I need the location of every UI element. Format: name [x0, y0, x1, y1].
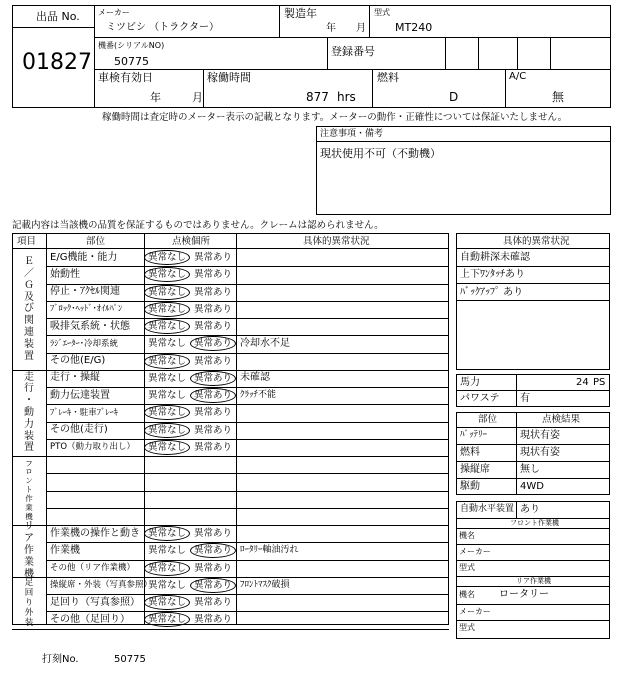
- hours-note: 稼働時間は査定時のメーター表示の記載となります。メーターの動作・正確性については保証いたしません。: [102, 112, 568, 123]
- fuel-label: 燃料: [377, 71, 399, 84]
- check-normal: 異常なし: [148, 252, 187, 263]
- col-item: 項目: [17, 236, 37, 247]
- part-label: 作業機: [50, 544, 80, 556]
- result-header: 点検結果: [542, 414, 581, 425]
- group-label: 走 行 ・ 動 力 装 置: [24, 371, 34, 454]
- part-label: E/G機能・能力: [50, 251, 118, 263]
- check-normal: 異常なし: [148, 579, 187, 591]
- check-result-drive: 4WD: [520, 481, 544, 492]
- group-label: リ ア 作 業 機: [24, 521, 34, 580]
- auto-level-label: 自動水平装置: [460, 504, 515, 514]
- check-abnormal: 異常あり: [194, 338, 233, 350]
- group-label: 足 回 り 外 装: [24, 577, 34, 628]
- abnormal-detail: 未確認: [240, 372, 270, 384]
- lot-number: 01827: [22, 50, 92, 75]
- part-label: 走行・操縦: [50, 372, 100, 384]
- check-circle: [144, 612, 190, 627]
- detail-line-2: 上下ﾜﾝﾀｯﾁあり: [460, 269, 525, 280]
- part-label: その他(E/G): [50, 355, 106, 366]
- part-label: 停止・ｱｸｾﾙ関連: [50, 286, 120, 297]
- part-label: 始動性: [50, 268, 80, 280]
- check-abnormal: 異常あり: [194, 303, 233, 315]
- check-part-seat: 操縦席: [460, 464, 490, 475]
- check-circle: [144, 526, 190, 541]
- part-label: その他（リア作業機）: [50, 563, 136, 573]
- part-label: ﾌﾞﾛｯｸ･ﾍｯﾄﾞ･ｵｲﾙﾊﾟﾝ: [50, 304, 123, 315]
- check-circle: [144, 250, 190, 265]
- stamp-label: 打刻No.: [42, 654, 79, 665]
- check-abnormal: 異常あり: [194, 321, 233, 332]
- power-unit: PS: [593, 377, 606, 388]
- group-label: フ ロ ン ト 作 業 機: [25, 458, 33, 521]
- ac-value: 無: [552, 90, 565, 104]
- check-abnormal: 異常あり: [194, 579, 233, 591]
- check-normal: 異常なし: [148, 269, 187, 281]
- lot-label: 出品 No.: [36, 10, 80, 23]
- inspection-year-unit: 年: [150, 91, 161, 104]
- check-circle: [190, 371, 236, 386]
- year-label: 製造年: [284, 7, 317, 20]
- col-detail: 具体的異常状況: [303, 236, 370, 247]
- check-circle: [144, 354, 190, 369]
- check-result-battery: 現状有姿: [520, 430, 560, 441]
- rear-model-label: 型式: [459, 623, 475, 632]
- maker-value: ミツビシ （トラクター）: [106, 22, 219, 33]
- check-circle: [190, 578, 236, 593]
- col-check: 点検個所: [172, 236, 211, 247]
- check-abnormal: 異常あり: [194, 424, 233, 436]
- check-normal: 異常なし: [148, 562, 187, 574]
- rear-maker-label: メーカー: [459, 607, 491, 616]
- check-normal: 異常なし: [148, 407, 187, 419]
- check-circle: [144, 440, 190, 455]
- inspection-month-unit: 月: [192, 91, 203, 104]
- part-label: 動力伝達装置: [50, 389, 110, 401]
- abnormal-detail: 冷却水不足: [240, 337, 290, 349]
- check-abnormal: 異常あり: [194, 545, 233, 557]
- check-circle: [190, 388, 236, 403]
- registration-label: 登録番号: [331, 45, 375, 58]
- check-abnormal: 異常あり: [194, 355, 233, 367]
- hours-label: 稼働時間: [207, 71, 251, 84]
- col-part: 部位: [86, 236, 106, 247]
- check-normal: 異常なし: [148, 441, 187, 453]
- front-maker-label: メーカー: [459, 547, 491, 556]
- detail-line-3: ﾊﾞｯｸｱｯﾌﾟ あり: [460, 287, 524, 298]
- rear-name-value: ロータリー: [499, 589, 549, 600]
- check-result-seat: 無し: [520, 464, 540, 475]
- check-normal: 異常なし: [148, 303, 187, 315]
- model-label: 型式: [374, 8, 390, 17]
- check-normal: 異常なし: [148, 338, 187, 350]
- power-steering-label: パワステ: [460, 393, 500, 404]
- check-abnormal: 異常あり: [194, 252, 233, 263]
- ac-label: A/C: [509, 71, 527, 82]
- check-abnormal: 異常あり: [194, 441, 233, 453]
- check-normal: 異常なし: [148, 286, 187, 298]
- check-circle: [144, 595, 190, 610]
- check-normal: 異常なし: [148, 321, 187, 332]
- check-normal: 異常なし: [148, 614, 187, 626]
- abnormal-detail: ﾌﾛﾝﾄﾏｽｸ破損: [240, 579, 290, 590]
- month-unit: 月: [356, 23, 366, 34]
- check-part-fuel: 燃料: [460, 447, 480, 458]
- check-normal: 異常なし: [148, 597, 187, 608]
- abnormal-detail: ﾛｰﾀﾘｰ軸油汚れ: [240, 545, 299, 556]
- part-label: 足回り（写真参照）: [50, 596, 140, 608]
- stamp-number: 50775: [114, 654, 146, 665]
- inspection-label: 車検有効日: [98, 71, 153, 84]
- check-circle: [144, 319, 190, 334]
- fuel-value: D: [449, 90, 459, 104]
- front-implement-header: フロント作業機: [510, 519, 559, 527]
- part-label: ﾌﾞﾚｰｷ・駐車ﾌﾞﾚｰｷ: [50, 407, 119, 418]
- rear-implement-header: リア作業機: [516, 577, 551, 585]
- check-part-battery: ﾊﾞｯﾃﾘｰ: [460, 430, 488, 440]
- check-circle: [144, 423, 190, 438]
- part-label: 操縦席・外装（写真参照）: [50, 580, 153, 591]
- check-abnormal: 異常あり: [194, 562, 233, 574]
- check-abnormal: 異常あり: [194, 372, 233, 384]
- check-circle: [144, 285, 190, 300]
- year-unit: 年: [326, 23, 336, 34]
- check-normal: 異常なし: [148, 424, 187, 436]
- check-abnormal: 異常あり: [194, 286, 233, 298]
- abnormal-detail: ｸﾗｯﾁ不能: [240, 390, 277, 400]
- auto-level-value: あり: [520, 504, 540, 515]
- detail-header: 具体的異常状況: [503, 236, 570, 247]
- part-header: 部位: [478, 414, 498, 425]
- power-label: 馬力: [460, 377, 480, 388]
- front-model-label: 型式: [459, 563, 475, 572]
- serial-value: 50775: [114, 55, 149, 68]
- disclaimer: 記載内容は当該機の品質を保証するものではありません。クレームは認められません。: [12, 220, 384, 231]
- check-circle: [144, 561, 190, 576]
- check-abnormal: 異常あり: [194, 407, 233, 419]
- remarks-text: 現状使用不可（不動機）: [320, 147, 441, 160]
- check-normal: 異常なし: [148, 372, 187, 384]
- check-part-drive: 駆動: [460, 481, 480, 492]
- check-abnormal: 異常あり: [194, 614, 233, 626]
- model-value: MT240: [395, 21, 433, 34]
- check-normal: 異常なし: [148, 390, 187, 401]
- remarks-box: [316, 126, 611, 215]
- check-abnormal: 異常あり: [194, 528, 233, 539]
- check-result-fuel: 現状有姿: [520, 447, 560, 458]
- check-normal: 異常なし: [148, 545, 187, 557]
- rear-name-label: 機名: [459, 590, 475, 599]
- maker-label: メーカー: [98, 8, 130, 17]
- part-label: ﾗｼﾞｴｰﾀｰ･冷却系統: [50, 338, 119, 349]
- check-circle: [144, 302, 190, 317]
- check-normal: 異常なし: [148, 355, 187, 367]
- check-abnormal: 異常あり: [194, 269, 233, 281]
- part-label: 作業機の操作と動き: [50, 527, 140, 539]
- hours-unit: hrs: [337, 90, 356, 104]
- power-steering-value: 有: [520, 393, 530, 404]
- hours-value: 877: [306, 90, 329, 104]
- group-label: Ｅ ／ Ｇ 及 び 関 連 装 置: [24, 256, 34, 362]
- check-abnormal: 異常あり: [194, 390, 233, 401]
- power-value: 24: [576, 377, 589, 388]
- serial-label: 機番(シリアルNO): [98, 41, 165, 50]
- detail-line-1: 自動耕深未確認: [460, 252, 530, 263]
- part-label: 吸排気系統・状態: [50, 320, 130, 332]
- check-abnormal: 異常あり: [194, 597, 233, 608]
- front-name-label: 機名: [459, 531, 475, 540]
- part-label: PTO（動力取り出し）: [50, 442, 136, 453]
- part-label: その他(走行): [50, 424, 108, 435]
- remarks-label: 注意事項・備考: [320, 129, 384, 139]
- part-label: その他（足回り）: [50, 613, 130, 625]
- check-normal: 異常なし: [148, 528, 187, 539]
